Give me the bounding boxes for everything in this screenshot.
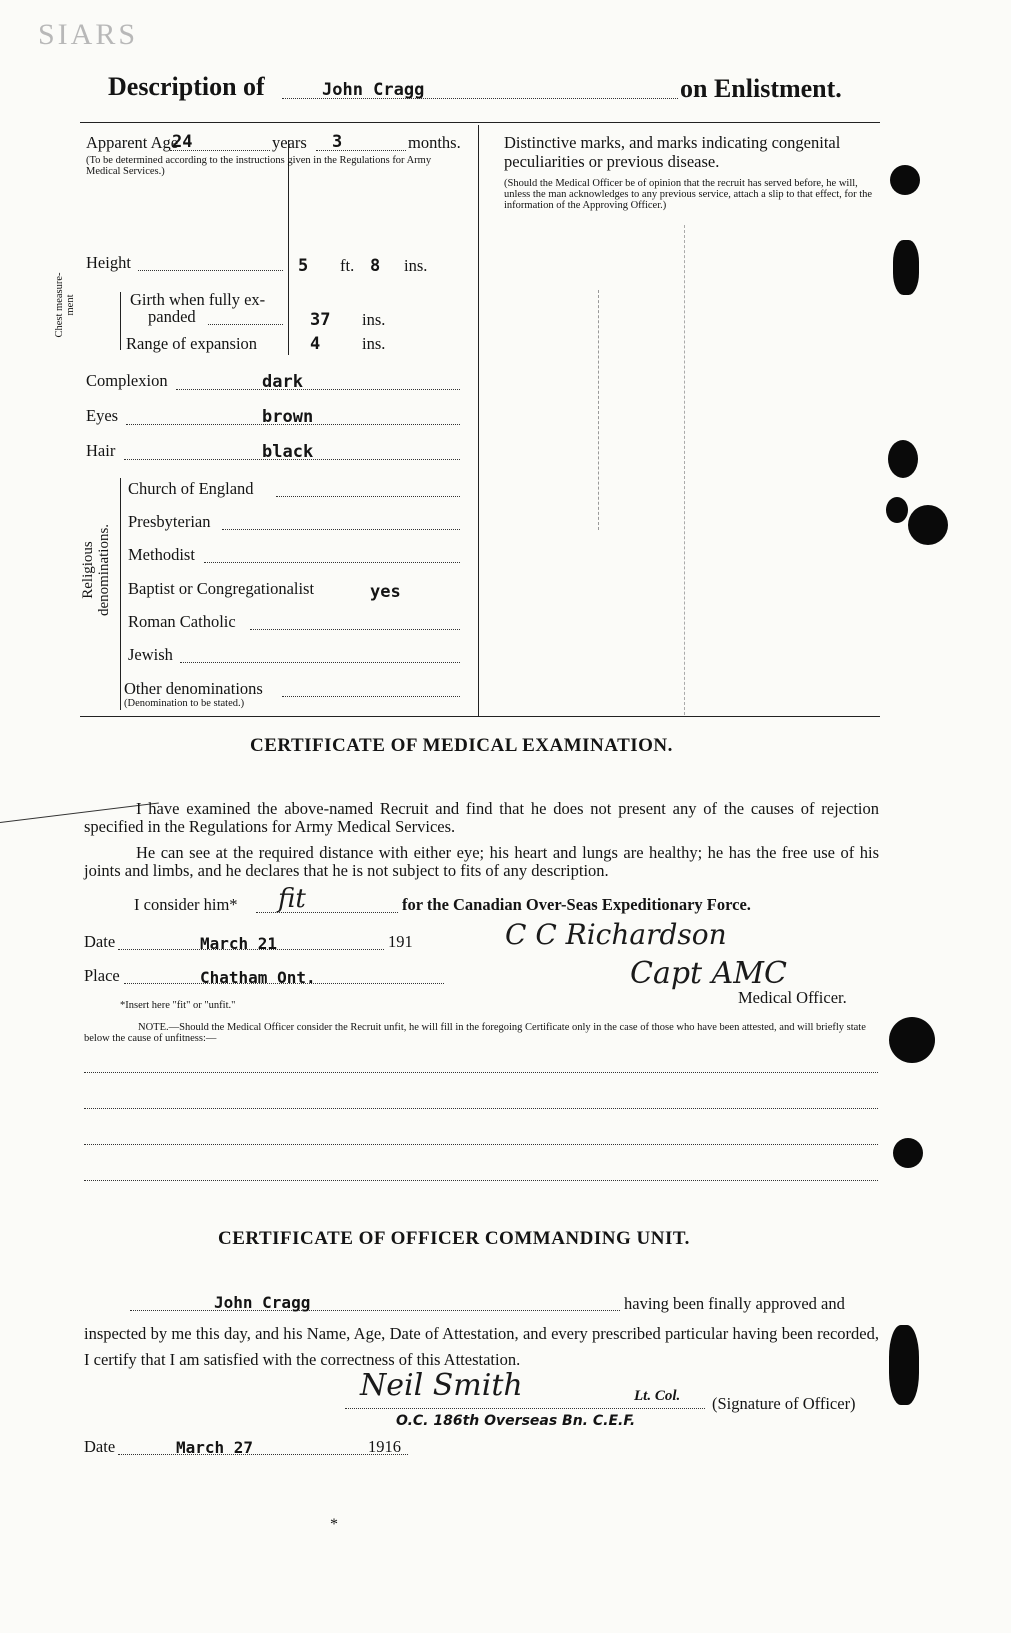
religion-baptist: Baptist or Congregationalist [128,579,315,598]
medical-year-prefix: 191 [388,932,413,951]
denomination-note: (Denomination to be stated.) [124,698,245,709]
chest-measurement-label: Chest measure-ment [54,272,76,338]
punch-hole [890,165,920,195]
range-value: 4 [310,334,321,354]
medical-date-value: March 21 [200,934,278,953]
unfitness-line-1 [84,1072,878,1073]
religion-brace [120,478,121,710]
ink-speck: * [330,1516,338,1533]
height-ins-label: ins. [404,256,428,275]
commanding-signature-line [345,1408,705,1409]
age-months-line [316,150,406,151]
religion-methodist: Methodist [128,545,195,564]
punch-hole [908,505,948,545]
religion-line-1 [222,529,460,530]
punch-hole [886,497,908,523]
commanding-text-after-name: having been finally approved and [624,1294,845,1313]
punch-hole [888,440,918,478]
religion-line-4 [250,629,460,630]
punch-hole [889,1325,919,1405]
religion-line-5 [180,662,460,663]
faded-stamp: SIARS [38,18,139,51]
unfit-note: NOTE.—Should the Medical Officer consider the Recruit unfit, he will fill in the foregoing Certificate only in the case of those who have been attested, and will briefly state below the cause of unfitness:— [84,1022,866,1044]
religion-roman-catholic: Roman Catholic [128,612,236,631]
signature-of-officer-label: (Signature of Officer) [712,1394,856,1413]
ft-label: ft. [340,256,355,275]
distinctive-marks-heading: Distinctive marks, and marks indicating congenital peculiarities or previous disease. [504,133,841,171]
medical-date-label: Date [84,932,116,951]
religion-jewish: Jewish [128,645,173,664]
medical-officer-rank-signature: Capt AMC [630,956,787,991]
complexion-line [176,389,460,390]
unfitness-line-4 [84,1180,878,1181]
unfitness-line-2 [84,1108,878,1109]
religion-line-0 [276,496,460,497]
religious-denominations-label: Religious denominations. [80,523,112,617]
religion-other: Other denominations [124,679,263,698]
eyes-label: Eyes [86,406,119,425]
religion-line-6 [282,696,460,697]
religion-church-of-england: Church of England [128,479,254,498]
range-ins-label: ins. [362,334,386,353]
title-prefix: Description of [108,72,265,101]
height-in-value: 8 [370,256,381,276]
chest-brace [120,292,121,350]
hair-label: Hair [86,441,116,460]
medical-paragraph-1: I have examined the above-named Recruit and find that he does not present any of the causes of rejection specified in the Regulations for Army Medical Services. [84,799,879,836]
age-instruction-note: (To be determined according to the instructions given in the Regulations for Army Medical Services.) [86,155,432,177]
medical-officer-label: Medical Officer. [738,988,847,1007]
girth-ins-label: ins. [362,310,386,329]
girth-label-line2: panded [148,307,196,326]
fitness-value: fit [278,884,306,914]
commanding-year: 1916 [368,1437,401,1456]
hair-value: black [262,442,314,462]
commanding-certificate-heading: CERTIFICATE OF OFFICER COMMANDING UNIT. [218,1228,690,1249]
medical-certificate-heading: CERTIFICATE OF MEDICAL EXAMINATION. [250,735,673,756]
religion-baptist-value: yes [370,582,401,602]
commanding-date-line [118,1454,408,1455]
eyes-value: brown [262,407,314,427]
years-label: years [272,133,307,152]
punch-hole [889,1017,935,1063]
height-ft-value: 5 [298,256,309,276]
height-leader [138,270,283,271]
religion-presbyterian: Presbyterian [128,512,211,531]
consider-suffix: for the Canadian Over-Seas Expeditionary Force. [402,895,751,914]
table-top-rule [80,122,880,123]
complexion-label: Complexion [86,371,168,390]
title-suffix: on Enlistment. [680,74,842,103]
place-value: Chatham Ont. [200,968,316,987]
consider-label: I consider him* [134,895,238,914]
place-label: Place [84,966,120,985]
medical-paragraph-2: He can see at the required distance with either eye; his heart and lungs are healthy; he has the free use of his joints and limbs, and he declares that he is not subject to fits of any description. [84,843,879,880]
age-label: Apparent Age [86,133,179,152]
commanding-recruit-name: John Cragg [214,1293,311,1312]
punch-hole [893,1138,923,1168]
girth-label-line1: Girth when fully ex- [130,290,266,309]
commanding-date-value: March 27 [176,1438,254,1457]
recruit-name: John Cragg [322,80,425,100]
commanding-officer-signature: Neil Smith [360,1368,523,1403]
unit-stamp: O.C. 186th Overseas Bn. C.E.F. [396,1413,636,1429]
age-years-value: 24 [172,132,193,152]
commanding-paragraph: inspected by me this day, and his Name, Age, Date of Attestation, and every prescribed particular having been recorded, I certify that I am satisfied with the correctness of this Attestation. [84,1324,879,1369]
faded-mark-strip [598,290,599,530]
age-months-value: 3 [332,132,343,152]
table-bottom-rule [80,716,880,717]
punch-hole [893,240,919,295]
medical-officer-signature: C C Richardson [505,918,727,951]
girth-value: 37 [310,310,331,330]
range-label: Range of expansion [126,334,258,353]
unfitness-line-3 [84,1144,878,1145]
commanding-date-label: Date [84,1437,116,1456]
religion-line-2 [204,562,460,563]
right-column-divider [478,125,479,717]
girth-leader [208,324,283,325]
insert-note: *Insert here "fit" or "unfit." [120,1000,236,1011]
commanding-officer-rank: Lt. Col. [634,1388,681,1404]
height-label: Height [86,253,131,272]
months-label: months. [408,133,461,152]
commanding-name-line [130,1310,620,1311]
distinctive-marks-note: (Should the Medical Officer be of opinion that the recruit has served before, he will, unless the man acknowledges to any previous service, attach a slip to that effect, for the information of the Approving Officer.) [504,178,873,211]
complexion-value: dark [262,372,303,392]
fold-mark [684,225,685,715]
